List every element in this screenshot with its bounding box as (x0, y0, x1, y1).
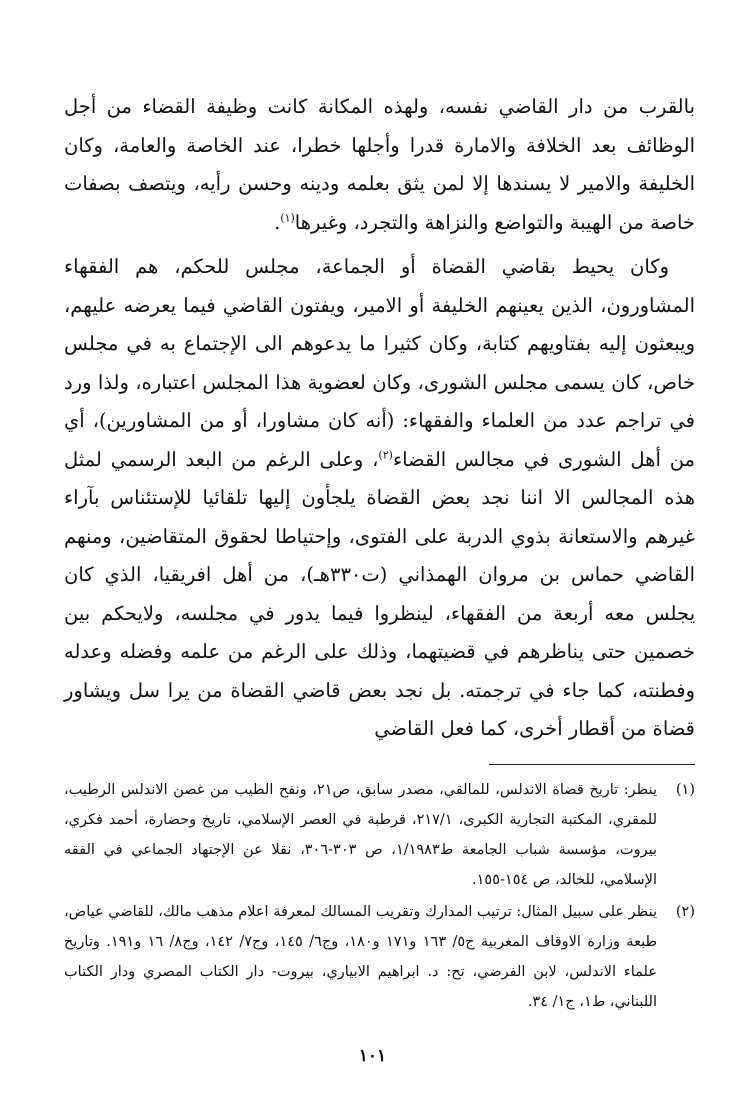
footnote-1-text: ينظر: تاريخ قضاة الاندلس، للمالقي، مصدر سابق، ص٢١، ونفح الطيب من غصن الاندلس الرطيب، للمقري، المكتبة التجارية الكبرى، ٢١٧/١، قرطبة في العصر الإسلامي، تاريخ وحضارة، أحمد فكري، بيروت، مؤسسة شباب الجامعة ط١/١٩٨٣، ص ٣٠٣-٣٠٦، نقلا عن الإجتهاد الجماعي في الفقه الإسلامي، للخالد، ص ١٥٤-١٥٥. (64, 782, 657, 888)
footnote-ref-2[interactable]: (٢) (378, 448, 393, 461)
page-number: ١٠١ (358, 1046, 387, 1066)
main-text (64, 88, 695, 749)
footnote-1-number: (١) (675, 782, 695, 798)
paragraph-1-text: بالقرب من دار القاضي نفسه، ولهذه المكانة كانت وظيفة القضاء من أجل الوظائف بعد الخلافة والامارة قدرا وأجلها خطرا، عند الخاصة والعامة، وكان الخليفة والامير لا يسندها إلا لمن يثق بعلمه ودينه وحسن رأيه، ويتصف بصفات خاصة من الهيبة والتواضع والنزاهة والتجرد، وغيرها (64, 95, 695, 234)
footnote-ref-1[interactable]: (١) (280, 211, 295, 224)
paragraph-1-end: . (274, 210, 281, 234)
footnote-2-text: ينظر على سبيل المثال: ترتيب المدارك وتقريب المسالك لمعرفة اعلام مذهب مالك، للقاضي عياض، طبعة وزارة الاوقاف المغربية ج٥/ ١٦٣ و١٧١ و١٨٠، وج٦/ ١٤٥، وج٧/ ١٤٢، وج٨/ ١٦ و١٩١. وتاريخ علماء الاندلس، لابن الفرضي، تح: د. ابراهيم الابياري، بيروت- دار الكتاب المصري ودار الكتاب اللبناني، ط١، ج١/ ٣٤. (64, 904, 657, 1010)
paragraph-2 (64, 248, 695, 749)
footnote-2-number: (٢) (675, 904, 695, 920)
footnote-1 (64, 775, 695, 895)
footnote-separator (489, 764, 695, 765)
paragraph-2-text-a: وكان يحيط بقاضي القضاة أو الجماعة، مجلس للحكم، هم الفقهاء المشاورون، الذين يعينهم الخليفة أو الامير، ويفتون القاضي فيما يعرضه عليهم، ويبعثون إليه بفتاويهم كتابة، وكان كثيرا ما يدعوهم الى الإجتماع به في مجلس خاص، كان يسمى مجلس الشورى، وكان لعضوية هذا المجلس اعتباره، ولذا ورد في تراجم عدد من العلماء والفقهاء: (أنه كان مشاورا، أو من المشاورين)، أي من أهل الشورى في مجالس القضاء (64, 255, 695, 471)
footnotes (64, 775, 695, 1017)
paragraph-1 (64, 88, 695, 242)
paragraph-2-text-b: ، وعلى الرغم من البعد الرسمي لمثل هذه المجالس الا اننا نجد بعض القضاة يلجأون إليها تلقائيا للإستئناس بآراء غيرهم والاستعانة بذوي الدربة على الفتوى، وإحتياطا لحقوق المتقاضين، ومنهم القاضي حماس بن مروان الهمذاني (ت٣٣٠هـ)، من أهل افريقيا، الذي كان يجلس معه أربعة من الفقهاء، لينظروا فيما يدور في مجلسه، ولايحكم بين خصمين حتى يناظرهم في قضيتهما، وذلك على الرغم من علمه وفضله وعدله وفطنته، كما جاء في ترجمته. بل نجد بعض قاضي القضاة من يرا سل ويشاور قضاة من أقطار أخرى، كما فعل القاضي (64, 447, 695, 740)
footnote-2 (64, 897, 695, 1017)
